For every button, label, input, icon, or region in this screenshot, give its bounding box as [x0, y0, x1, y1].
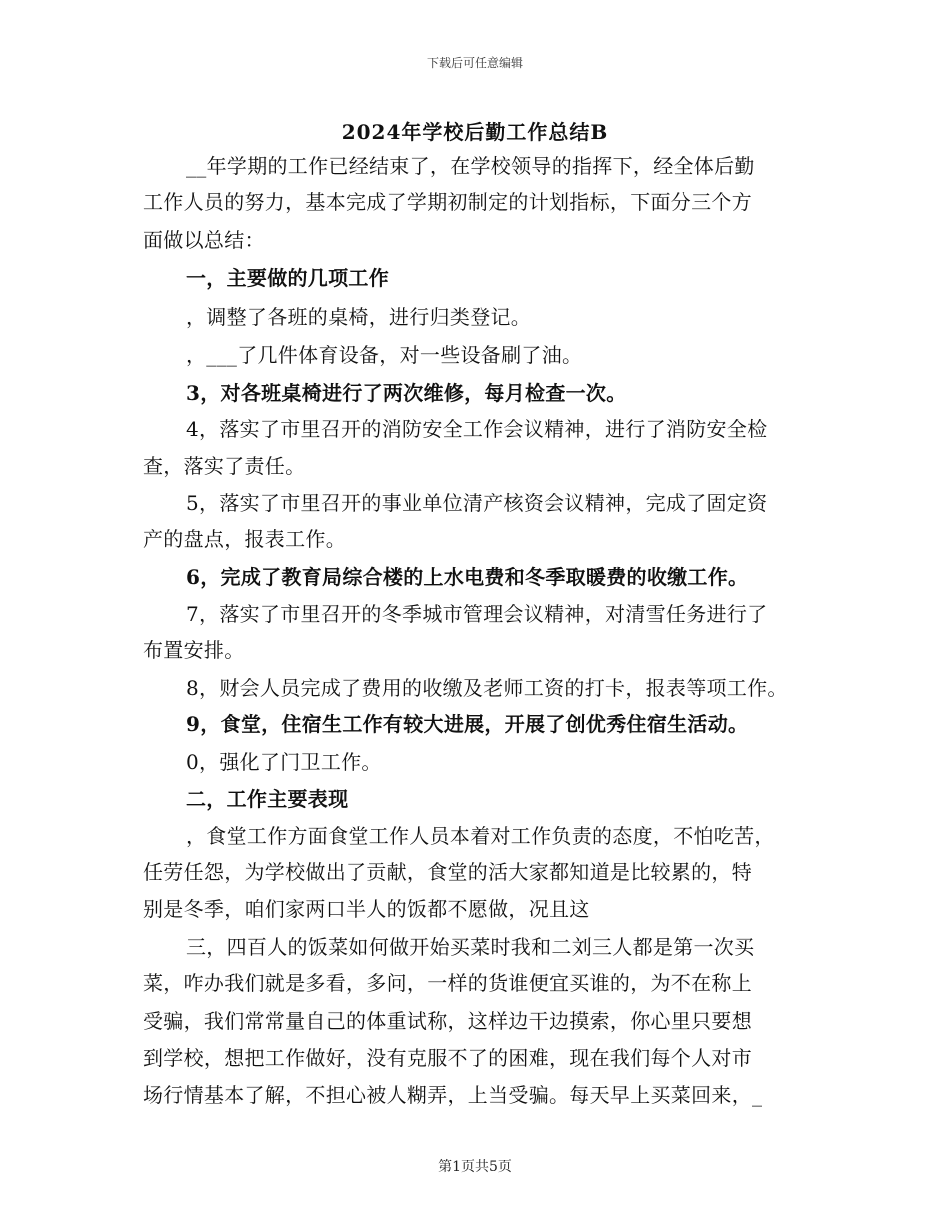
list-item: 4，落实了市里召开的消防安全工作会议精神，进行了消防安全检	[186, 417, 768, 441]
paragraph-line: 别是冬季，咱们家两口半人的饭都不愿做，况且这	[143, 897, 590, 921]
paragraph-line: 三，四百人的饭菜如何做开始买菜时我和二刘三人都是第一次买	[186, 935, 755, 959]
list-item: 7，落实了市里召开的冬季城市管理会议精神，对清雪任务进行了	[186, 602, 768, 626]
paragraph-line: 菜，咋办我们就是多看，多问，一样的货谁便宜买谁的，为不在称上	[143, 971, 752, 995]
list-item: 8，财会人员完成了费用的收缴及老师工资的打卡，报表等项工作。	[186, 676, 788, 700]
list-item: ，___了几件体育设备，对一些设备刷了油。	[186, 343, 583, 367]
paragraph-line: 任劳任怨，为学校做出了贡献，食堂的活大家都知道是比较累的，特	[143, 860, 752, 884]
list-item: 3，对各班桌椅进行了两次维修，每月检查一次。	[186, 381, 627, 405]
paragraph-line: 工作人员的努力，基本完成了学期初制定的计划指标，下面分三个方	[143, 190, 752, 214]
paragraph-line: 受骗，我们常常量自己的体重试称，这样边干边摸索，你心里只要想	[143, 1009, 752, 1033]
paragraph-line: 面做以总结：	[143, 228, 265, 252]
list-item-continuation: 查，落实了责任。	[143, 454, 306, 478]
list-item: 0，强化了门卫工作。	[186, 750, 382, 774]
list-item-continuation: 产的盘点，报表工作。	[143, 527, 346, 551]
page-footer: 第1页共5页	[438, 1159, 512, 1175]
paragraph-line: ，食堂工作方面食堂工作人员本着对工作负责的态度，不怕吃苦，	[186, 824, 775, 848]
section-heading: 一，主要做的几项工作	[186, 266, 389, 290]
list-item: 6，完成了教育局综合楼的上水电费和冬季取暖费的收缴工作。	[186, 565, 749, 589]
document-title: 2024年学校后勤工作总结B	[341, 120, 609, 144]
paragraph-line: __年学期的工作已经结束了，在学校领导的指挥下，经全体后勤	[186, 154, 755, 178]
paragraph-line: 到学校，想把工作做好，没有克服不了的困难，现在我们每个人对市	[143, 1046, 752, 1070]
page-header-note: 下载后可任意编辑	[426, 56, 523, 70]
section-heading: 二，工作主要表现	[186, 787, 349, 811]
list-item-continuation: 布置安排。	[143, 638, 245, 662]
list-item: 9，食堂，住宿生工作有较大进展，开展了创优秀住宿生活动。	[186, 712, 749, 736]
list-item: ，调整了各班的桌椅，进行归类登记。	[186, 305, 532, 329]
paragraph-line: 场行情基本了解，不担心被人糊弄，上当受骗。每天早上买菜回来，_	[143, 1083, 763, 1107]
list-item: 5，落实了市里召开的事业单位清产核资会议精神，完成了固定资	[186, 491, 768, 515]
